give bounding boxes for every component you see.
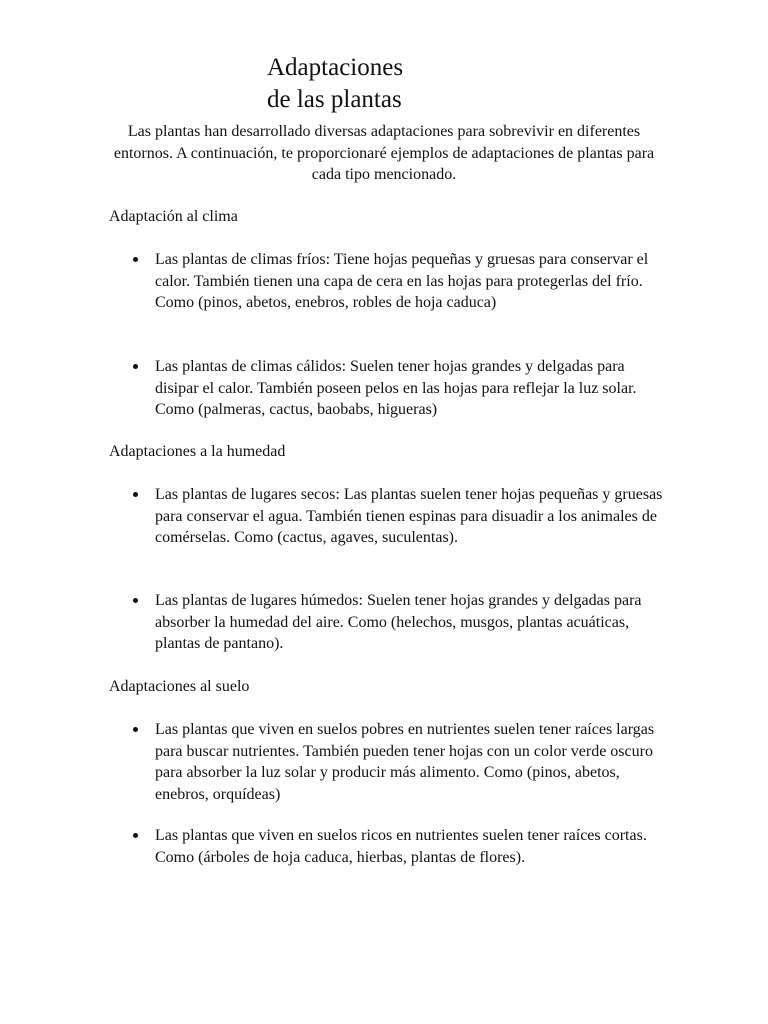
list-item bbox=[155, 249, 665, 314]
section-heading-humedad: Adaptaciones a la humedad bbox=[109, 443, 286, 460]
list-item bbox=[155, 590, 665, 655]
list-item-text: Las plantas de climas fríos: Tiene hojas pequeñas y gruesas para conservar el calor. También tienen una capa de cera en las hojas para protegerlas del frío. Como (pinos, abetos, enebros, robles de hoja caduca) bbox=[155, 251, 649, 311]
list-item-text: Las plantas que viven en suelos pobres en nutrientes suelen tener raíces largas para buscar nutrientes. También pueden tener hojas con un color verde oscuro para absorber la luz solar y producir más alimento. Como (pinos, abetos, enebros, orquídeas) bbox=[155, 721, 655, 803]
title-line-1: Adaptaciones bbox=[267, 54, 404, 81]
list-item-text: Las plantas de climas cálidos: Suelen tener hojas grandes y delgadas para disipar el calor. También poseen pelos en las hojas para reflejar la luz solar. Como (palmeras, cactus, baobabs, higueras) bbox=[155, 358, 637, 418]
bullet-icon bbox=[133, 364, 138, 369]
bullet-icon bbox=[133, 833, 138, 838]
section-heading-suelo: Adaptaciones al suelo bbox=[109, 678, 250, 695]
intro-paragraph: Las plantas han desarrollado diversas adaptaciones para sobrevivir en diferentes entornos. A continuación, te proporcionaré ejemplos de adaptaciones de plantas para cada tipo mencionado. bbox=[113, 123, 655, 183]
list-item-text: Las plantas de lugares húmedos: Suelen tener hojas grandes y delgadas para absorber la humedad del aire. Como (helechos, musgos, plantas acuáticas, plantas de pantano). bbox=[155, 592, 642, 652]
section-heading-clima: Adaptación al clima bbox=[109, 208, 238, 225]
title-line-2: de las plantas bbox=[267, 86, 402, 113]
list-item-text: Las plantas de lugares secos: Las plantas suelen tener hojas pequeñas y gruesas para conservar el agua. También tienen espinas para disuadir a los animales de comérselas. Como (cactus, agaves, suculentas). bbox=[155, 486, 663, 546]
list-item bbox=[155, 484, 665, 549]
bullet-icon bbox=[133, 492, 138, 497]
list-item bbox=[155, 356, 665, 421]
bullet-icon bbox=[133, 598, 138, 603]
list-item bbox=[155, 719, 665, 805]
list-item-text: Las plantas que viven en suelos ricos en nutrientes suelen tener raíces cortas. Como (árboles de hoja caduca, hierbas, plantas de flores). bbox=[155, 827, 647, 866]
list-item bbox=[155, 825, 665, 868]
bullet-icon bbox=[133, 257, 138, 262]
bullet-icon bbox=[133, 727, 138, 732]
page-title bbox=[267, 52, 403, 116]
